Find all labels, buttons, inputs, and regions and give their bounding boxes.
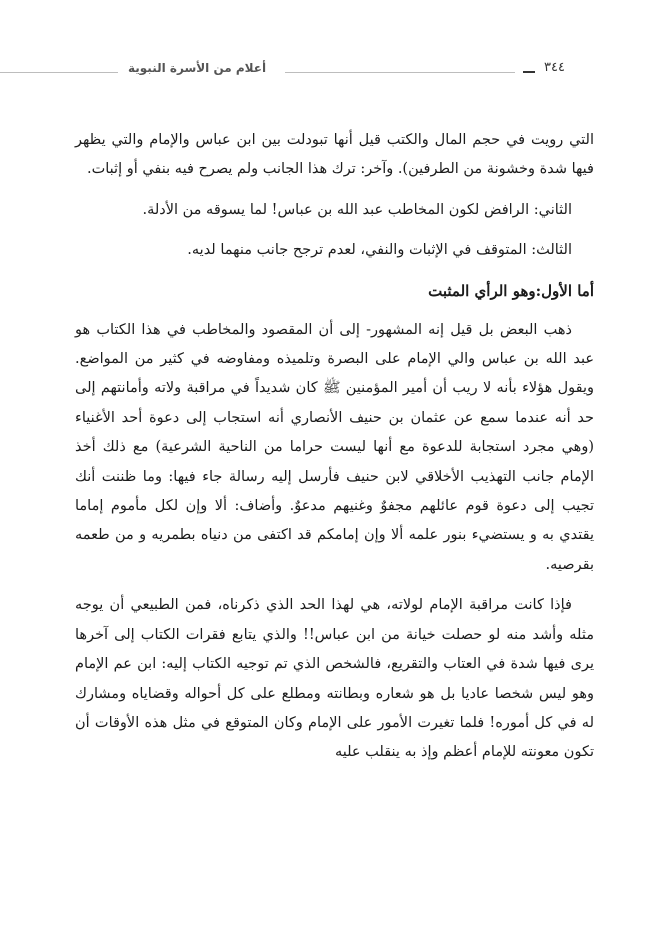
paragraph-second-view: الثاني: الرافض لكون المخاطب عبد الله بن عباس! لما يسوقه من الأدلة. — [142, 201, 572, 218]
section-heading: أما الأول:وهو الرأي المثبت — [428, 281, 594, 300]
page-number: ٣٤٤ — [544, 60, 565, 75]
paragraph-monitoring: فإذا كانت مراقبة الإمام لولاته، هي لهذا الحد الذي ذكرناه، فمن الطبيعي أن يوجه مثله وأشد منه لو حصلت خيانة من ابن عباس!! والذي يتابع فقرات الكتاب إلى آخرها يرى فيها شدة في العتاب والتقريع، فالشخص الذي تم توجيه الكتاب إليه: ابن عم الإمام وهو ليس شخصا عاديا بل هو شعاره وبطانته ومطلع على كل أحواله وقضاياه ومشارك له في كل أموره! فلما تغيرت الأمور على الإمام وكان المتوقع في مثل هذه الأوقات أن تكون معونته للإمام أعظم وإذ به ينقلب عليه — [75, 597, 594, 761]
header-rule-left — [0, 72, 118, 73]
running-header — [0, 58, 669, 86]
book-title: أعلام من الأسرة النبوية — [128, 61, 267, 75]
header-dash — [523, 71, 535, 73]
paragraph-third-view: الثالث: المتوقف في الإثبات والنفي، لعدم ترجح جانب منهما لديه. — [187, 242, 572, 259]
paragraph-1: التي رويت في حجم المال والكتب قيل أنها تبودلت بين ابن عباس والإمام والتي يظهر فيها شدة وخشونة من الطرفين). وآخر: ترك هذا الجانب ولم يصرح فيه بنفي أو إثبات. — [75, 132, 594, 178]
page-body — [75, 126, 594, 779]
paragraph-first-view-detail: ذهب البعض بل قيل إنه المشهور- إلى أن المقصود والمخاطب في هذا الكتاب هو عبد الله بن عباس والي الإمام على البصرة وتلميذه ومفاوضه في كثير من المواضع. ويقول هؤلاء بأنه لا ريب أن أمير المؤمنين ﷺ كان شديداً في مراقبة ولاته وأمانتهم إلى حد أنه عندما سمع عن عثمان بن حنيف الأنصاري أنه استجاب إلى دعوة أحد الأغنياء (وهي مجرد استجابة للدعوة مع أنها ليست حراما من الناحية الشرعية) مع ذلك أخذ الإمام جانب التهذيب الأخلاقي لابن حنيف فأرسل إليه رسالة جاء فيها: وما ظننت أنك تجيب إلى دعوة قوم عائلهم مجفوٌ وغنيهم مدعوٌ. وأضاف: ألا وإن لكل مأموم إماما يقتدي به و يستضيء بنور علمه ألا وإن إمامكم قد اكتفى من دنياه بطمريه و من طعمه بقرصيه. — [75, 321, 594, 573]
header-rule-middle — [285, 72, 515, 73]
